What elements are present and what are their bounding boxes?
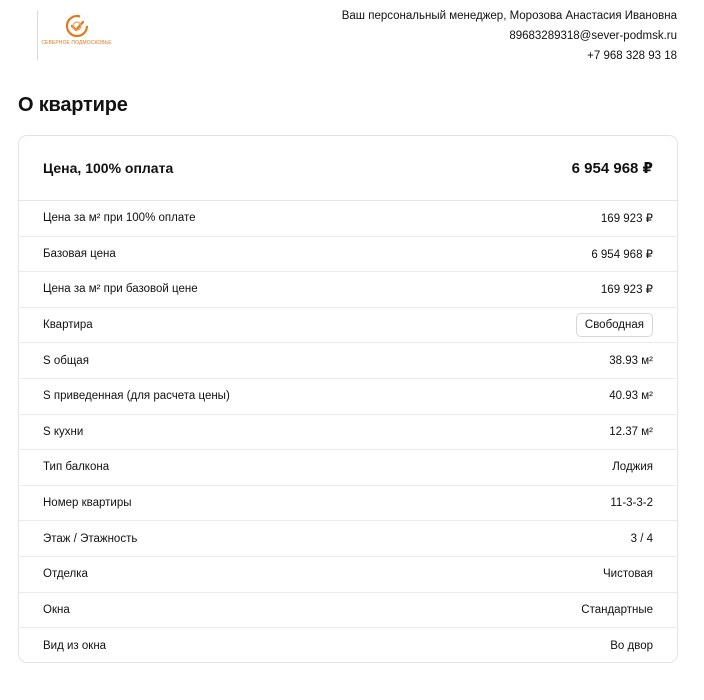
- detail-label: Этаж / Этажность: [43, 532, 138, 545]
- manager-phone[interactable]: +7 968 328 93 18: [587, 50, 677, 62]
- detail-value: 169 923 ₽: [600, 213, 653, 226]
- detail-value: Чистовая: [603, 568, 653, 581]
- detail-label: S общая: [43, 354, 89, 367]
- detail-row-price-per-m2-full: [19, 201, 677, 237]
- detail-row-price-per-m2-base: [19, 272, 677, 308]
- detail-value: 12.37 м²: [609, 425, 653, 438]
- manager-contacts: [342, 6, 677, 66]
- detail-value: Стандартные: [581, 603, 653, 616]
- detail-row-window-view: [19, 628, 677, 663]
- brand-logo-text: СЕВЕРНОЕ ПОДМОСКОВЬЕ: [41, 40, 112, 46]
- detail-label: Квартира: [43, 319, 93, 332]
- detail-label: Базовая цена: [43, 247, 116, 260]
- detail-row-floor: [19, 521, 677, 557]
- detail-value: 6 954 968 ₽: [591, 248, 653, 261]
- detail-label: Цена за м² при 100% оплате: [43, 212, 196, 225]
- detail-value: Лоджия: [612, 461, 653, 474]
- detail-label: Отделка: [43, 568, 88, 581]
- detail-value: 40.93 м²: [609, 390, 653, 403]
- detail-label: Вид из окна: [43, 639, 107, 652]
- detail-row-apartment-number: [19, 486, 677, 522]
- detail-value: 3 / 4: [630, 532, 653, 545]
- detail-value: Во двор: [610, 639, 653, 652]
- detail-row-reduced-area: [19, 379, 677, 415]
- detail-row-finishing: [19, 557, 677, 593]
- manager-email[interactable]: 89683289318@sever-podmsk.ru: [509, 30, 677, 42]
- detail-label: Номер квартиры: [43, 497, 132, 510]
- detail-row-apartment-status: [19, 308, 677, 344]
- detail-row-total-area: [19, 343, 677, 379]
- detail-label: Окна: [43, 603, 70, 616]
- detail-label: S кухни: [43, 425, 84, 438]
- status-badge: Свободная: [576, 313, 653, 337]
- detail-label: Тип балкона: [43, 461, 110, 474]
- detail-row-balcony-type: [19, 450, 677, 486]
- price-label: Цена, 100% оплата: [43, 160, 174, 176]
- brand-logo-icon: [65, 14, 89, 38]
- price-row: [19, 136, 677, 201]
- page-title: О квартире: [18, 94, 128, 116]
- manager-name: Ваш персональный менеджер, Морозова Анастасия Ивановна: [341, 10, 677, 22]
- detail-value: 38.93 м²: [609, 354, 653, 367]
- brand-logo[interactable]: [37, 10, 115, 60]
- detail-label: Цена за м² при базовой цене: [43, 283, 198, 296]
- detail-value: 169 923 ₽: [600, 284, 653, 297]
- apartment-details-card: [18, 135, 678, 663]
- detail-row-kitchen-area: [19, 415, 677, 451]
- detail-row-base-price: [19, 237, 677, 273]
- detail-label: S приведенная (для расчета цены): [43, 390, 230, 403]
- price-value: 6 954 968 ₽: [571, 160, 653, 177]
- detail-row-windows: [19, 593, 677, 629]
- detail-value: 11-3-3-2: [610, 497, 653, 510]
